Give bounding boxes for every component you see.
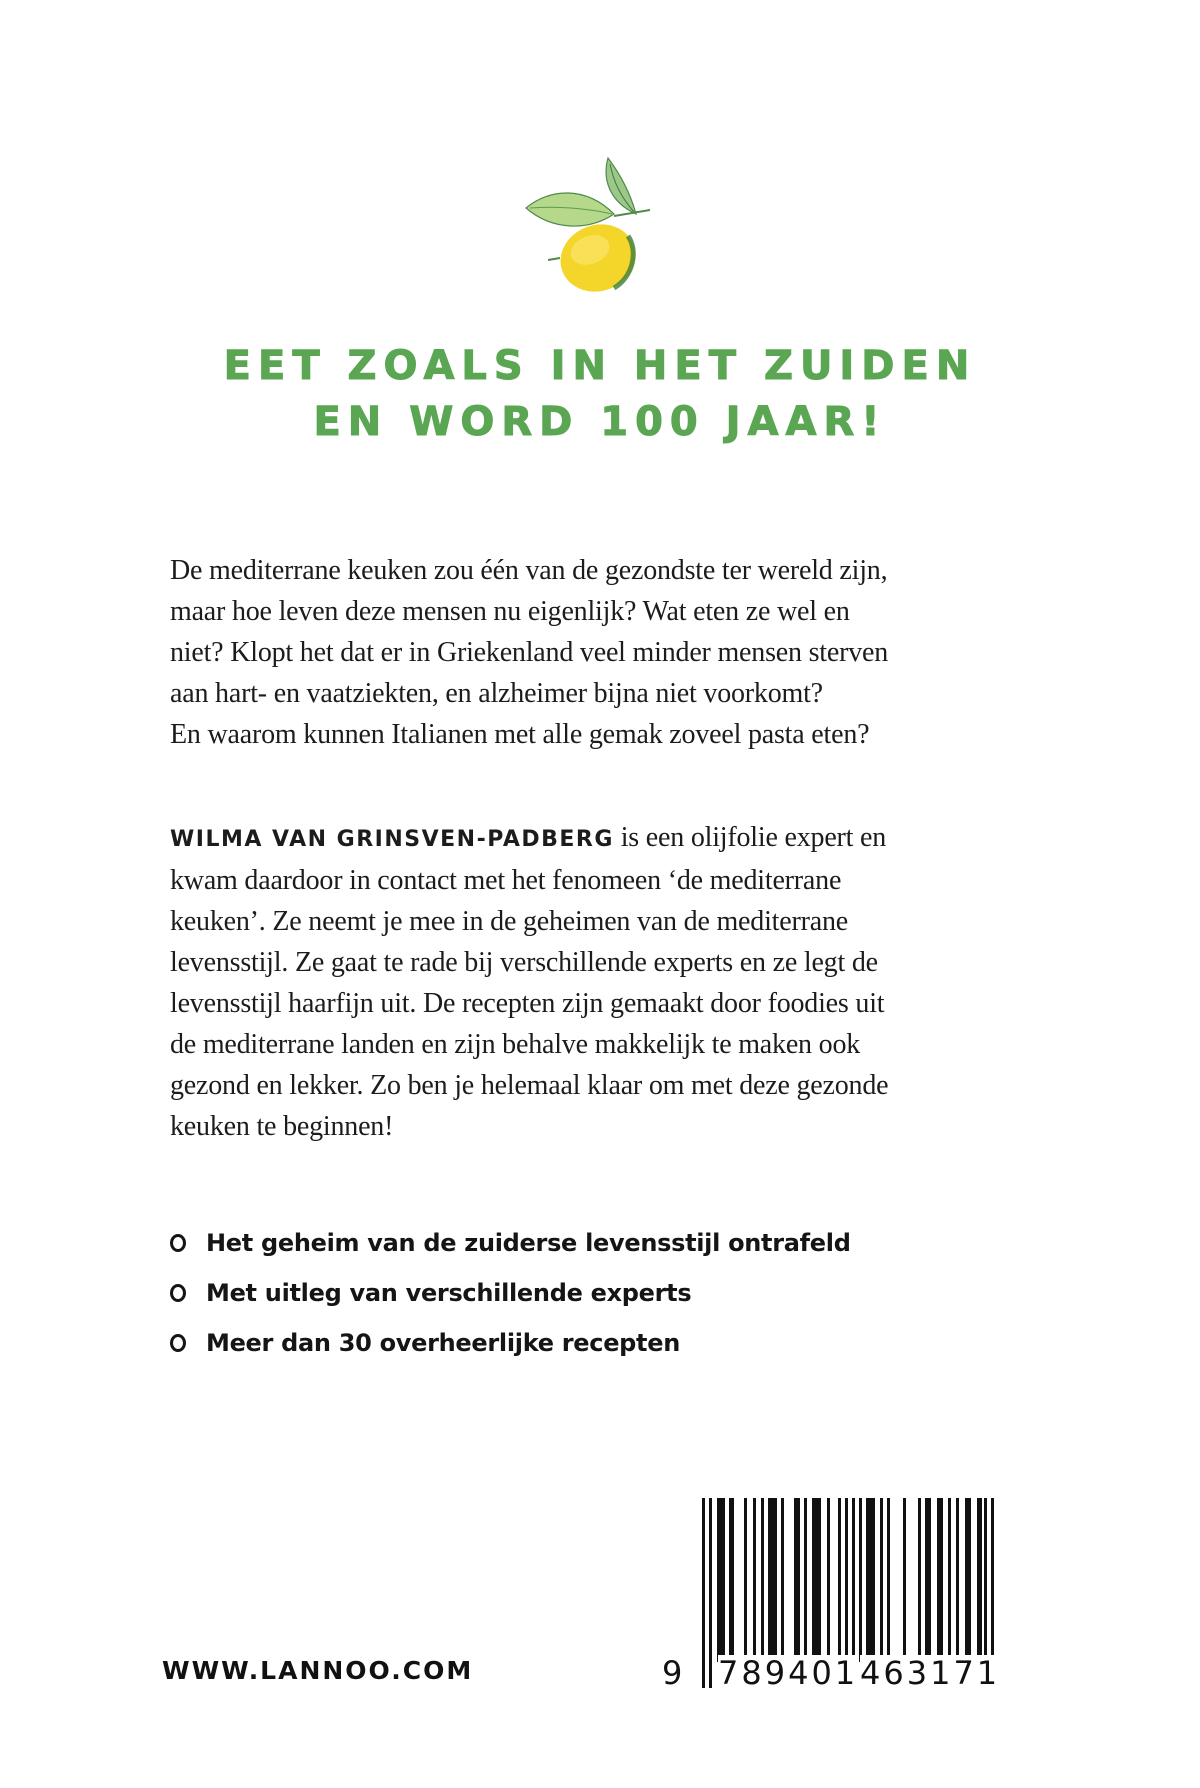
headline [0,338,1200,450]
author-line: keuken te beginnen! [170,1111,394,1142]
author-line: levensstijl haarfijn uit. De recepten zijn gemaakt door foodies uit [170,988,885,1019]
intro-line: maar hoe leven deze mensen nu eigenlijk? Wat eten ze wel en [170,596,850,627]
feature-item [170,1318,851,1368]
intro-paragraph [170,550,1050,755]
author-line: keuken’. Ze neemt je mee in de geheimen van de mediterrane [170,906,848,937]
feature-item [170,1268,851,1318]
barcode-left-digits: 789401 [718,1654,859,1692]
barcode-right-digits: 463171 [860,1654,1001,1692]
author-paragraph [170,817,1050,1147]
headline-line-2: EN WORD 100 JAAR! [313,399,887,445]
headline-line-1: EET ZOALS IN HET ZUIDEN [223,343,977,389]
author-line: levensstijl. Ze gaat te rade bij verschillende experts en ze legt de [170,947,878,978]
author-name: WILMA VAN GRINSVEN-PADBERG [170,827,614,852]
author-first-line-text: is een olijfolie expert en [613,822,887,853]
circle-bullet-icon [170,1284,186,1302]
circle-bullet-icon [170,1334,186,1352]
barcode-lead-digit: 9 [662,1654,686,1692]
author-line: kwam daardoor in contact met het fenomeen ‘de mediterrane [170,865,842,896]
feature-item [170,1218,851,1268]
intro-line: En waarom kunnen Italianen met alle gemak zoveel pasta eten? [170,719,870,750]
author-first-line [170,817,1050,860]
lemon-icon [510,140,670,300]
author-line: de mediterrane landen en zijn behalve makkelijk te maken ook [170,1029,861,1060]
feature-text: Het geheim van de zuiderse levensstijl ontrafeld [206,1229,851,1257]
feature-text: Meer dan 30 overheerlijke recepten [206,1329,680,1357]
circle-bullet-icon [170,1234,186,1252]
feature-list [170,1218,851,1368]
lemon-illustration [510,140,670,300]
author-line: gezond en lekker. Zo ben je helemaal klaar om met deze gezonde [170,1070,889,1101]
intro-line: aan hart- en vaatziekten, en alzheimer bijna niet voorkomt? [170,678,823,709]
feature-text: Met uitleg van verschillende experts [206,1279,692,1307]
intro-line: niet? Klopt het dat er in Griekenland veel minder mensen sterven [170,637,889,668]
publisher-url: WWW.LANNOO.COM [162,1656,474,1685]
intro-line: De mediterrane keuken zou één van de gezondste ter wereld zijn, [170,555,888,586]
